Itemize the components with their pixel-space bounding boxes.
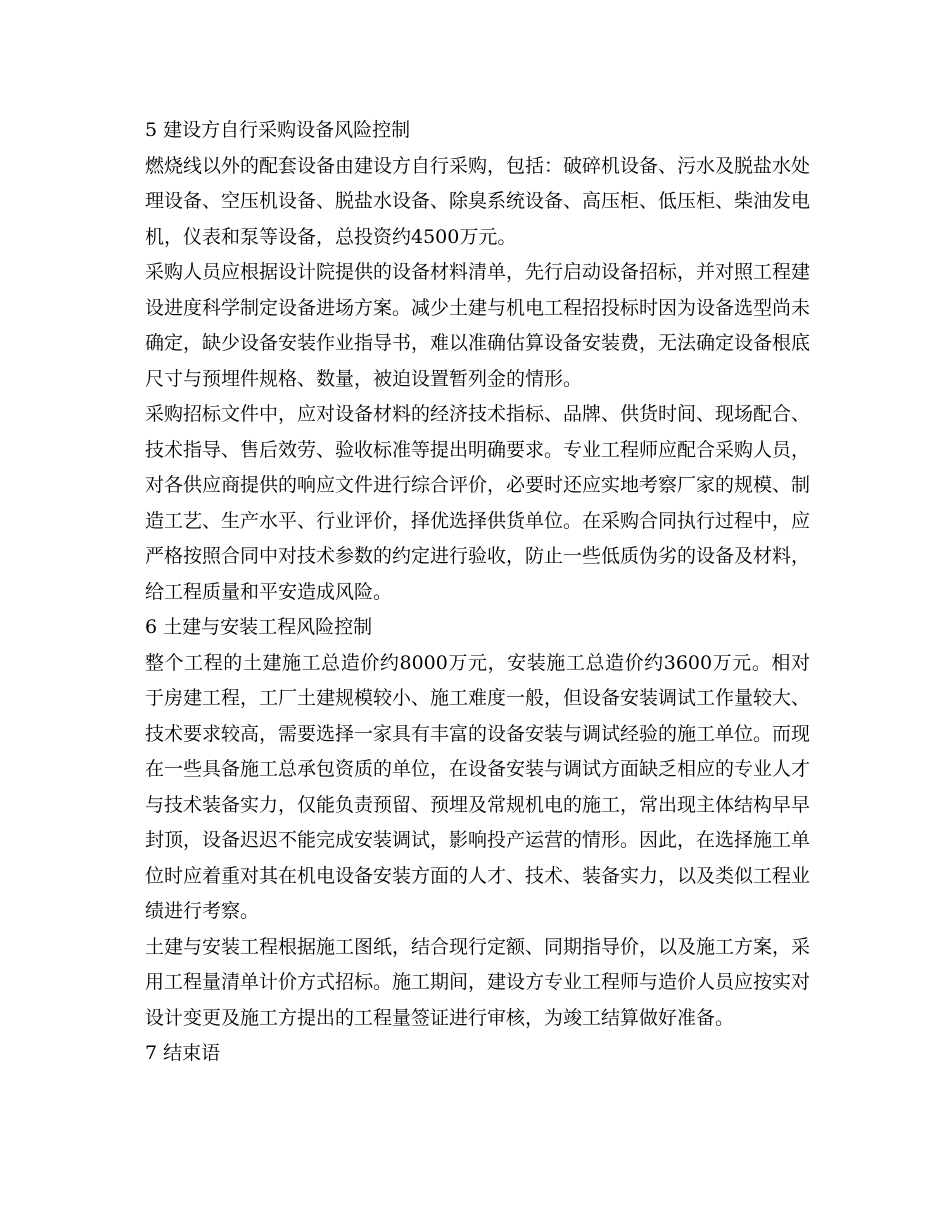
paragraph-bill-of-quantities: 土建与安装工程根据施工图纸，结合现行定额、同期指导价，以及施工方案，采用工程量清单计价方式招标。施工期间，建设方专业工程师与造价人员应按实对设计变更及施工方提出的工程量签证进行审核，为竣工结算做好准备。 (145, 935, 811, 1029)
section-heading-7: 7 结束语 (145, 1042, 221, 1064)
paragraph-tender-documents: 采购招标文件中，应对设备材料的经济技术指标、品牌、供货时间、现场配合、技术指导、售后效劳、验收标准等提出明确要求。专业工程师应配合采购人员，对各供应商提供的响应文件进行综合评价，必要时还应实地考察厂家的规模、制造工艺、生产水平、行业评价，择优选择供货单位。在采购合同执行过程中，应严格按照合同中对技术参数的约定进行验收，防止一些低质伪劣的设备及材料，给工程质量和平安造成风险。 (145, 403, 811, 603)
paragraph-procurement-tendering: 采购人员应根据设计院提供的设备材料清单，先行启动设备招标，并对照工程建设进度科学制定设备进场方案。减少土建与机电工程招投标时因为设备选型尚未确定，缺少设备安装作业指导书，难以准确估算设备安装费，无法确定设备根底尺寸与预埋件规格、数量，被迫设置暂列金的情形。 (145, 261, 811, 390)
section-heading-6: 6 土建与安装工程风险控制 (145, 616, 373, 638)
section-heading-5: 5 建设方自行采购设备风险控制 (145, 119, 411, 141)
document-body (145, 113, 810, 1072)
paragraph-equipment-scope: 燃烧线以外的配套设备由建设方自行采购，包括：破碎机设备、污水及脱盐水处理设备、空压机设备、脱盐水设备、除臭系统设备、高压柜、低压柜、柴油发电机，仪表和泵等设备，总投资约4500万元。 (145, 154, 811, 248)
paragraph-construction-cost: 整个工程的土建施工总造价约8000万元，安装施工总造价约3600万元。相对于房建工程，工厂土建规模较小、施工难度一般，但设备安装调试工作量较大、技术要求较高，需要选择一家具有丰富的设备安装与调试经验的施工单位。而现在一些具备施工总承包资质的单位，在设备安装与调试方面缺乏相应的专业人才与技术装备实力，仅能负责预留、预埋及常规机电的施工，常出现主体结构早早封顶，设备迟迟不能完成安装调试，影响投产运营的情形。因此，在选择施工单位时应着重对其在机电设备安装方面的人才、技术、装备实力，以及类似工程业绩进行考察。 (145, 651, 811, 922)
